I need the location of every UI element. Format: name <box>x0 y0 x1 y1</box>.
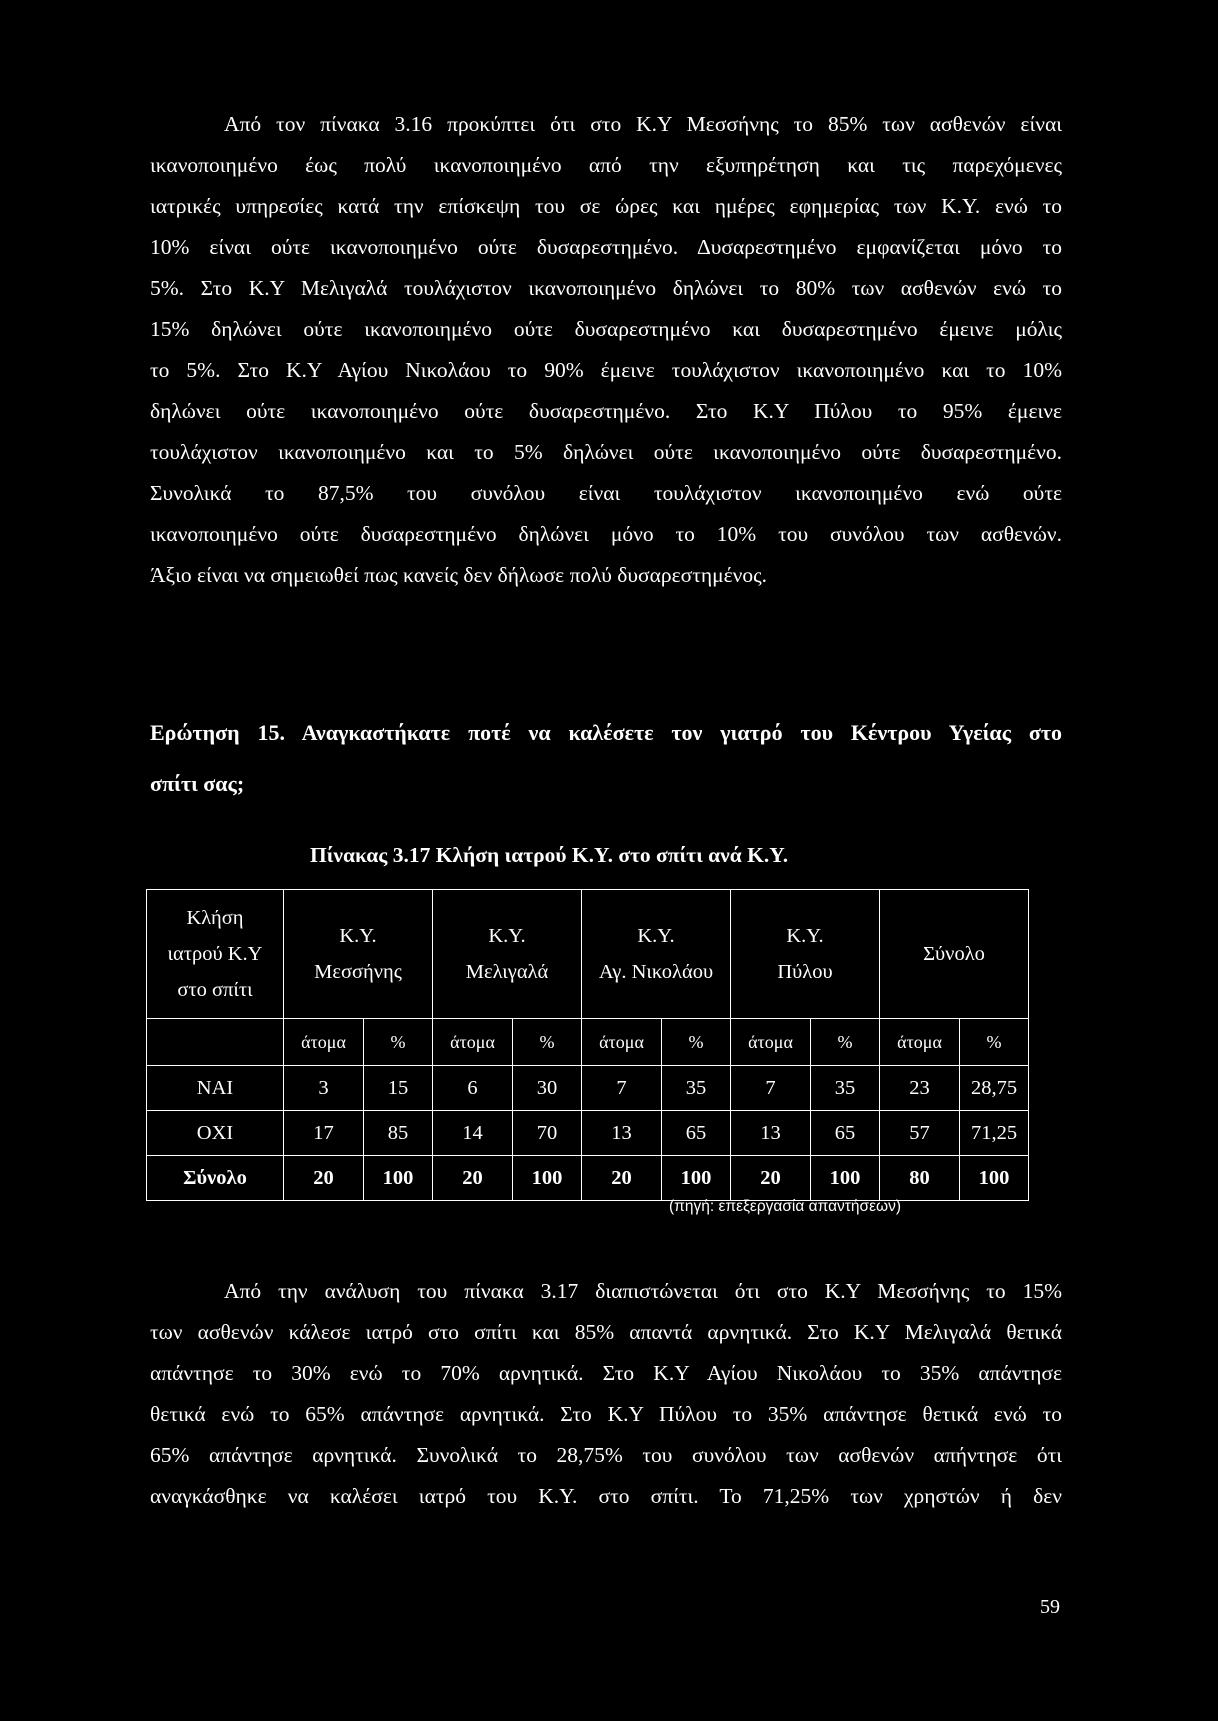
table-cell: 57 <box>880 1111 960 1156</box>
table-units-row <box>147 1019 1029 1066</box>
header-meligalas: Κ.Υ. Μελιγαλά <box>433 890 582 1019</box>
table-cell: 23 <box>880 1066 960 1111</box>
unit-count: άτομα <box>731 1019 811 1066</box>
text-line: Άξιο είναι να σημειωθεί πως κανείς δεν δήλωσε πολύ δυσαρεστημένος. <box>150 563 768 587</box>
unit-pct: % <box>364 1019 433 1066</box>
row-label: Σύνολο <box>147 1156 284 1201</box>
text-line: 15% δηλώνει ούτε ικανοποιημένο ούτε δυσαρεστημένο και δυσαρεστημένο έμεινε μόλις <box>150 317 1062 341</box>
text-line: 65% απάντησε αρνητικά. Συνολικά το 28,75% του συνόλου των ασθενών απήντησε ότι <box>150 1443 1062 1467</box>
table-cell: 80 <box>880 1156 960 1201</box>
table-cell: 20 <box>433 1156 513 1201</box>
text-line: Συνολικά το 87,5% του συνόλου είναι τουλάχιστον ικανοποιημένο ενώ ούτε <box>150 481 1062 505</box>
text-line: 5%. Στο Κ.Υ Μελιγαλά τουλάχιστον ικανοποιημένο δηλώνει το 80% των ασθενών ενώ το <box>150 276 1062 300</box>
text-line: Από την ανάλυση του πίνακα 3.17 διαπιστώνεται ότι στο Κ.Υ Μεσσήνης το 15% <box>224 1279 1062 1303</box>
unit-pct: % <box>662 1019 731 1066</box>
text-line: ικανοποιημένο έως πολύ ικανοποιημένο από την εξυπηρέτηση και τις παρεχόμενες <box>150 153 1062 177</box>
table-cell: 17 <box>284 1111 364 1156</box>
table-row-total <box>147 1156 1029 1201</box>
source-note: (πηγή: επεξεργασία απαντήσεων) <box>669 1198 902 1215</box>
table-cell: 7 <box>582 1066 662 1111</box>
table-cell: 100 <box>364 1156 433 1201</box>
question-15-heading <box>150 707 1062 809</box>
table-cell: 70 <box>513 1111 582 1156</box>
unit-pct: % <box>811 1019 880 1066</box>
text-line: 10% είναι ούτε ικανοποιημένο ούτε δυσαρεστημένο. Δυσαρεστημένο εμφανίζεται μόνο το <box>150 235 1062 259</box>
table-caption: Πίνακας 3.17 Κλήση ιατρού Κ.Υ. στο σπίτι ανά Κ.Υ. <box>310 843 789 867</box>
table-cell: 65 <box>662 1111 731 1156</box>
text-line: ικανοποιημένο ούτε δυσαρεστημένο δηλώνει μόνο το 10% του συνόλου των ασθενών. <box>150 522 1062 546</box>
unit-count: άτομα <box>582 1019 662 1066</box>
row-label: ΟΧΙ <box>147 1111 284 1156</box>
table-cell: 71,25 <box>960 1111 1029 1156</box>
unit-pct: % <box>960 1019 1029 1066</box>
text-line: θετικά ενώ το 65% απάντησε αρνητικά. Στο Κ.Υ Πύλου το 35% απάντησε θετικά ενώ το <box>150 1402 1062 1426</box>
table-cell: 13 <box>731 1111 811 1156</box>
unit-pct: % <box>513 1019 582 1066</box>
header-messini: Κ.Υ. Μεσσήνης <box>284 890 433 1019</box>
question-line: Ερώτηση 15. Αναγκαστήκατε ποτέ να καλέσετε τον γιατρό του Κέντρου Υγείας στο <box>150 720 1062 745</box>
table-row-yes <box>147 1066 1029 1111</box>
unit-count: άτομα <box>284 1019 364 1066</box>
paragraph-table-3-16-analysis <box>150 104 1062 596</box>
empty-cell <box>147 1019 284 1066</box>
text-line: το 5%. Στο Κ.Υ Αγίου Νικολάου το 90% έμεινε τουλάχιστον ικανοποιημένο και το 10% <box>150 358 1062 382</box>
table-cell: 14 <box>433 1111 513 1156</box>
table-cell: 28,75 <box>960 1066 1029 1111</box>
table-cell: 13 <box>582 1111 662 1156</box>
text-line: των ασθενών κάλεσε ιατρό στο σπίτι και 85% απαντά αρνητικά. Στο Κ.Υ Μελιγαλά θετικά <box>150 1320 1062 1344</box>
table-cell: 100 <box>960 1156 1029 1201</box>
table-cell: 85 <box>364 1111 433 1156</box>
text-line: δηλώνει ούτε ικανοποιημένο ούτε δυσαρεστημένο. Στο Κ.Υ Πύλου το 95% έμεινε <box>150 399 1062 423</box>
table-cell: 100 <box>811 1156 880 1201</box>
table-row-no <box>147 1111 1029 1156</box>
header-ag-nikolaou: Κ.Υ. Αγ. Νικολάου <box>582 890 731 1019</box>
table-cell: 65 <box>811 1111 880 1156</box>
page-number: 59 <box>1040 1596 1060 1618</box>
table-cell: 30 <box>513 1066 582 1111</box>
text-line: αναγκάσθηκε να καλέσει ιατρό του Κ.Υ. στο σπίτι. Το 71,25% των χρηστών ή δεν <box>150 1484 1062 1508</box>
paragraph-table-3-17-analysis <box>150 1271 1062 1517</box>
table-cell: 100 <box>662 1156 731 1201</box>
table-cell: 20 <box>582 1156 662 1201</box>
header-pylou: Κ.Υ. Πύλου <box>731 890 880 1019</box>
table-cell: 7 <box>731 1066 811 1111</box>
table-cell: 6 <box>433 1066 513 1111</box>
text-line: ιατρικές υπηρεσίες κατά την επίσκεψη του σε ώρες και ημέρες εφημερίας των Κ.Υ. ενώ το <box>150 194 1062 218</box>
text-line: Από τον πίνακα 3.16 προκύπτει ότι στο Κ.Υ Μεσσήνης το 85% των ασθενών είναι <box>224 112 1062 136</box>
table-cell: 35 <box>811 1066 880 1111</box>
unit-count: άτομα <box>880 1019 960 1066</box>
table-cell: 20 <box>731 1156 811 1201</box>
table-cell: 100 <box>513 1156 582 1201</box>
row-header-cell: Κλήση ιατρού Κ.Υ στο σπίτι <box>147 890 284 1019</box>
unit-count: άτομα <box>433 1019 513 1066</box>
text-line: τουλάχιστον ικανοποιημένο και το 5% δηλώνει ούτε ικανοποιημένο ούτε δυσαρεστημένο. <box>150 440 1062 464</box>
table-cell: 15 <box>364 1066 433 1111</box>
table-cell: 3 <box>284 1066 364 1111</box>
table-cell: 35 <box>662 1066 731 1111</box>
home-visit-table <box>146 889 1029 1201</box>
row-label: ΝΑΙ <box>147 1066 284 1111</box>
header-total: Σύνολο <box>880 890 1029 1019</box>
text-line: απάντησε το 30% ενώ το 70% αρνητικά. Στο Κ.Υ Αγίου Νικολάου το 35% απάντησε <box>150 1361 1062 1385</box>
table-cell: 20 <box>284 1156 364 1201</box>
table-header-row <box>147 890 1029 1019</box>
question-line: σπίτι σας; <box>150 771 245 796</box>
